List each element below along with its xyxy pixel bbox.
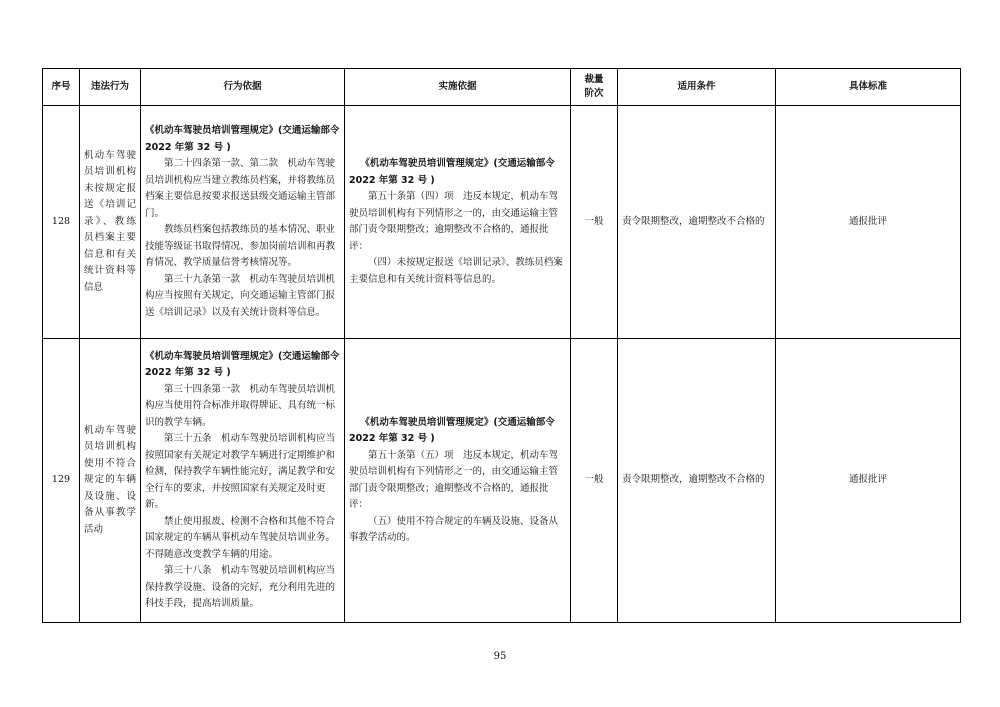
- basis-regulation-title: 《机动车驾驶员培训管理规定》(交通运输部令 2022 年第 32 号 ): [145, 350, 340, 378]
- row-number: 128: [43, 106, 80, 339]
- violation-text: 机动车驾驶员培训机构使用不符合规定的车辆及设施、设备从事教学活动: [84, 424, 136, 535]
- row-number: 129: [43, 339, 80, 623]
- violation-text: 机动车驾驶员培训机构未按规定报送《培训记录》、教练员档案主要信息和有关统计资料等信息: [84, 149, 136, 293]
- specific-standard: 通报批评: [776, 339, 961, 623]
- discretion-level: 一般: [571, 106, 618, 339]
- table-header-row: [43, 69, 961, 106]
- basis-regulation-title: 《机动车驾驶员培训管理规定》(交通运输部令 2022 年第 32 号 ): [145, 125, 340, 153]
- impl-paragraph: 第五十条第（四）项 违反本规定，机动车驾驶员培训机构有下列情形之一的，由交通运输主管部门责令限期整改；逾期整改不合格的，通报批评：: [349, 191, 559, 252]
- basis-paragraph: 教练员档案包括教练员的基本情况、职业技能等级证书取得情况、参加岗前培训和再教育情况、教学质量信誉考核情况等。: [145, 224, 336, 268]
- implementation-basis-cell: [345, 106, 571, 339]
- penalty-table: [42, 68, 961, 623]
- header-behavior-basis: 行为依据: [141, 69, 345, 106]
- applicable-condition: 责令限期整改，逾期整改不合格的: [618, 106, 776, 339]
- basis-paragraph: 第三十四条第一款 机动车驾驶员培训机构应当使用符合标准并取得牌证、具有统一标识的教学车辆。: [145, 383, 336, 428]
- basis-paragraph: 第三十八条 机动车驾驶员培训机构应当保持教学设施、设备的完好，充分利用先进的科技手段，提高培训质量。: [145, 565, 336, 609]
- header-violation: 违法行为: [80, 69, 141, 106]
- table-row: [43, 106, 961, 339]
- impl-paragraph: （五）使用不符合规定的车辆及设施、设备从事教学活动的。: [349, 515, 559, 543]
- header-implementation-basis: 实施依据: [345, 69, 571, 106]
- basis-paragraph: 第二十四条第一款、第二款 机动车驾驶员培训机构应当建立教练员档案，并将教练员档案主要信息按要求报送县级交通运输主管部门。: [145, 158, 336, 219]
- header-discretion-level: 裁量 阶次: [571, 69, 618, 106]
- impl-paragraph: 第五十条第（五）项 违反本规定，机动车驾驶员培训机构有下列情形之一的，由交通运输主管部门责令限期整改；逾期整改不合格的，通报批评：: [349, 449, 559, 510]
- applicable-condition: 责令限期整改，逾期整改不合格的: [618, 339, 776, 623]
- behavior-basis-cell: [141, 106, 345, 339]
- basis-paragraph: 第三十九条第一款 机动车驾驶员培训机构应当按照有关规定，向交通运输主管部门报送《培训记录》以及有关统计资料等信息。: [145, 273, 336, 318]
- discretion-level: 一般: [571, 339, 618, 623]
- basis-paragraph: 禁止使用报废、检测不合格和其他不符合国家规定的车辆从事机动车驾驶员培训业务。不得随意改变教学车辆的用途。: [145, 515, 336, 560]
- specific-standard: 通报批评: [776, 106, 961, 339]
- violation-cell: [80, 106, 141, 339]
- page-number: 95: [493, 651, 507, 662]
- basis-paragraph: 第三十五条 机动车驾驶员培训机构应当按照国家有关规定对教学车辆进行定期维护和检测，保持教学车辆性能完好，满足教学和安全行车的要求，并按照国家有关规定及时更新。: [145, 433, 336, 510]
- table-row: [43, 339, 961, 623]
- violation-cell: [80, 339, 141, 623]
- header-specific-standard: 具体标准: [776, 69, 961, 106]
- impl-regulation-title: 《机动车驾驶员培训管理规定》(交通运输部令 2022 年第 32 号 ): [349, 416, 555, 444]
- implementation-basis-cell: [345, 339, 571, 623]
- header-serial-number: 序号: [43, 69, 80, 106]
- impl-regulation-title: 《机动车驾驶员培训管理规定》(交通运输部令 2022 年第 32 号 ): [349, 158, 555, 186]
- behavior-basis-cell: [141, 339, 345, 623]
- impl-paragraph: （四）未按规定报送《培训记录》、教练员档案主要信息和有关统计资料等信息的。: [349, 257, 563, 285]
- header-applicable-conditions: 适用条件: [618, 69, 776, 106]
